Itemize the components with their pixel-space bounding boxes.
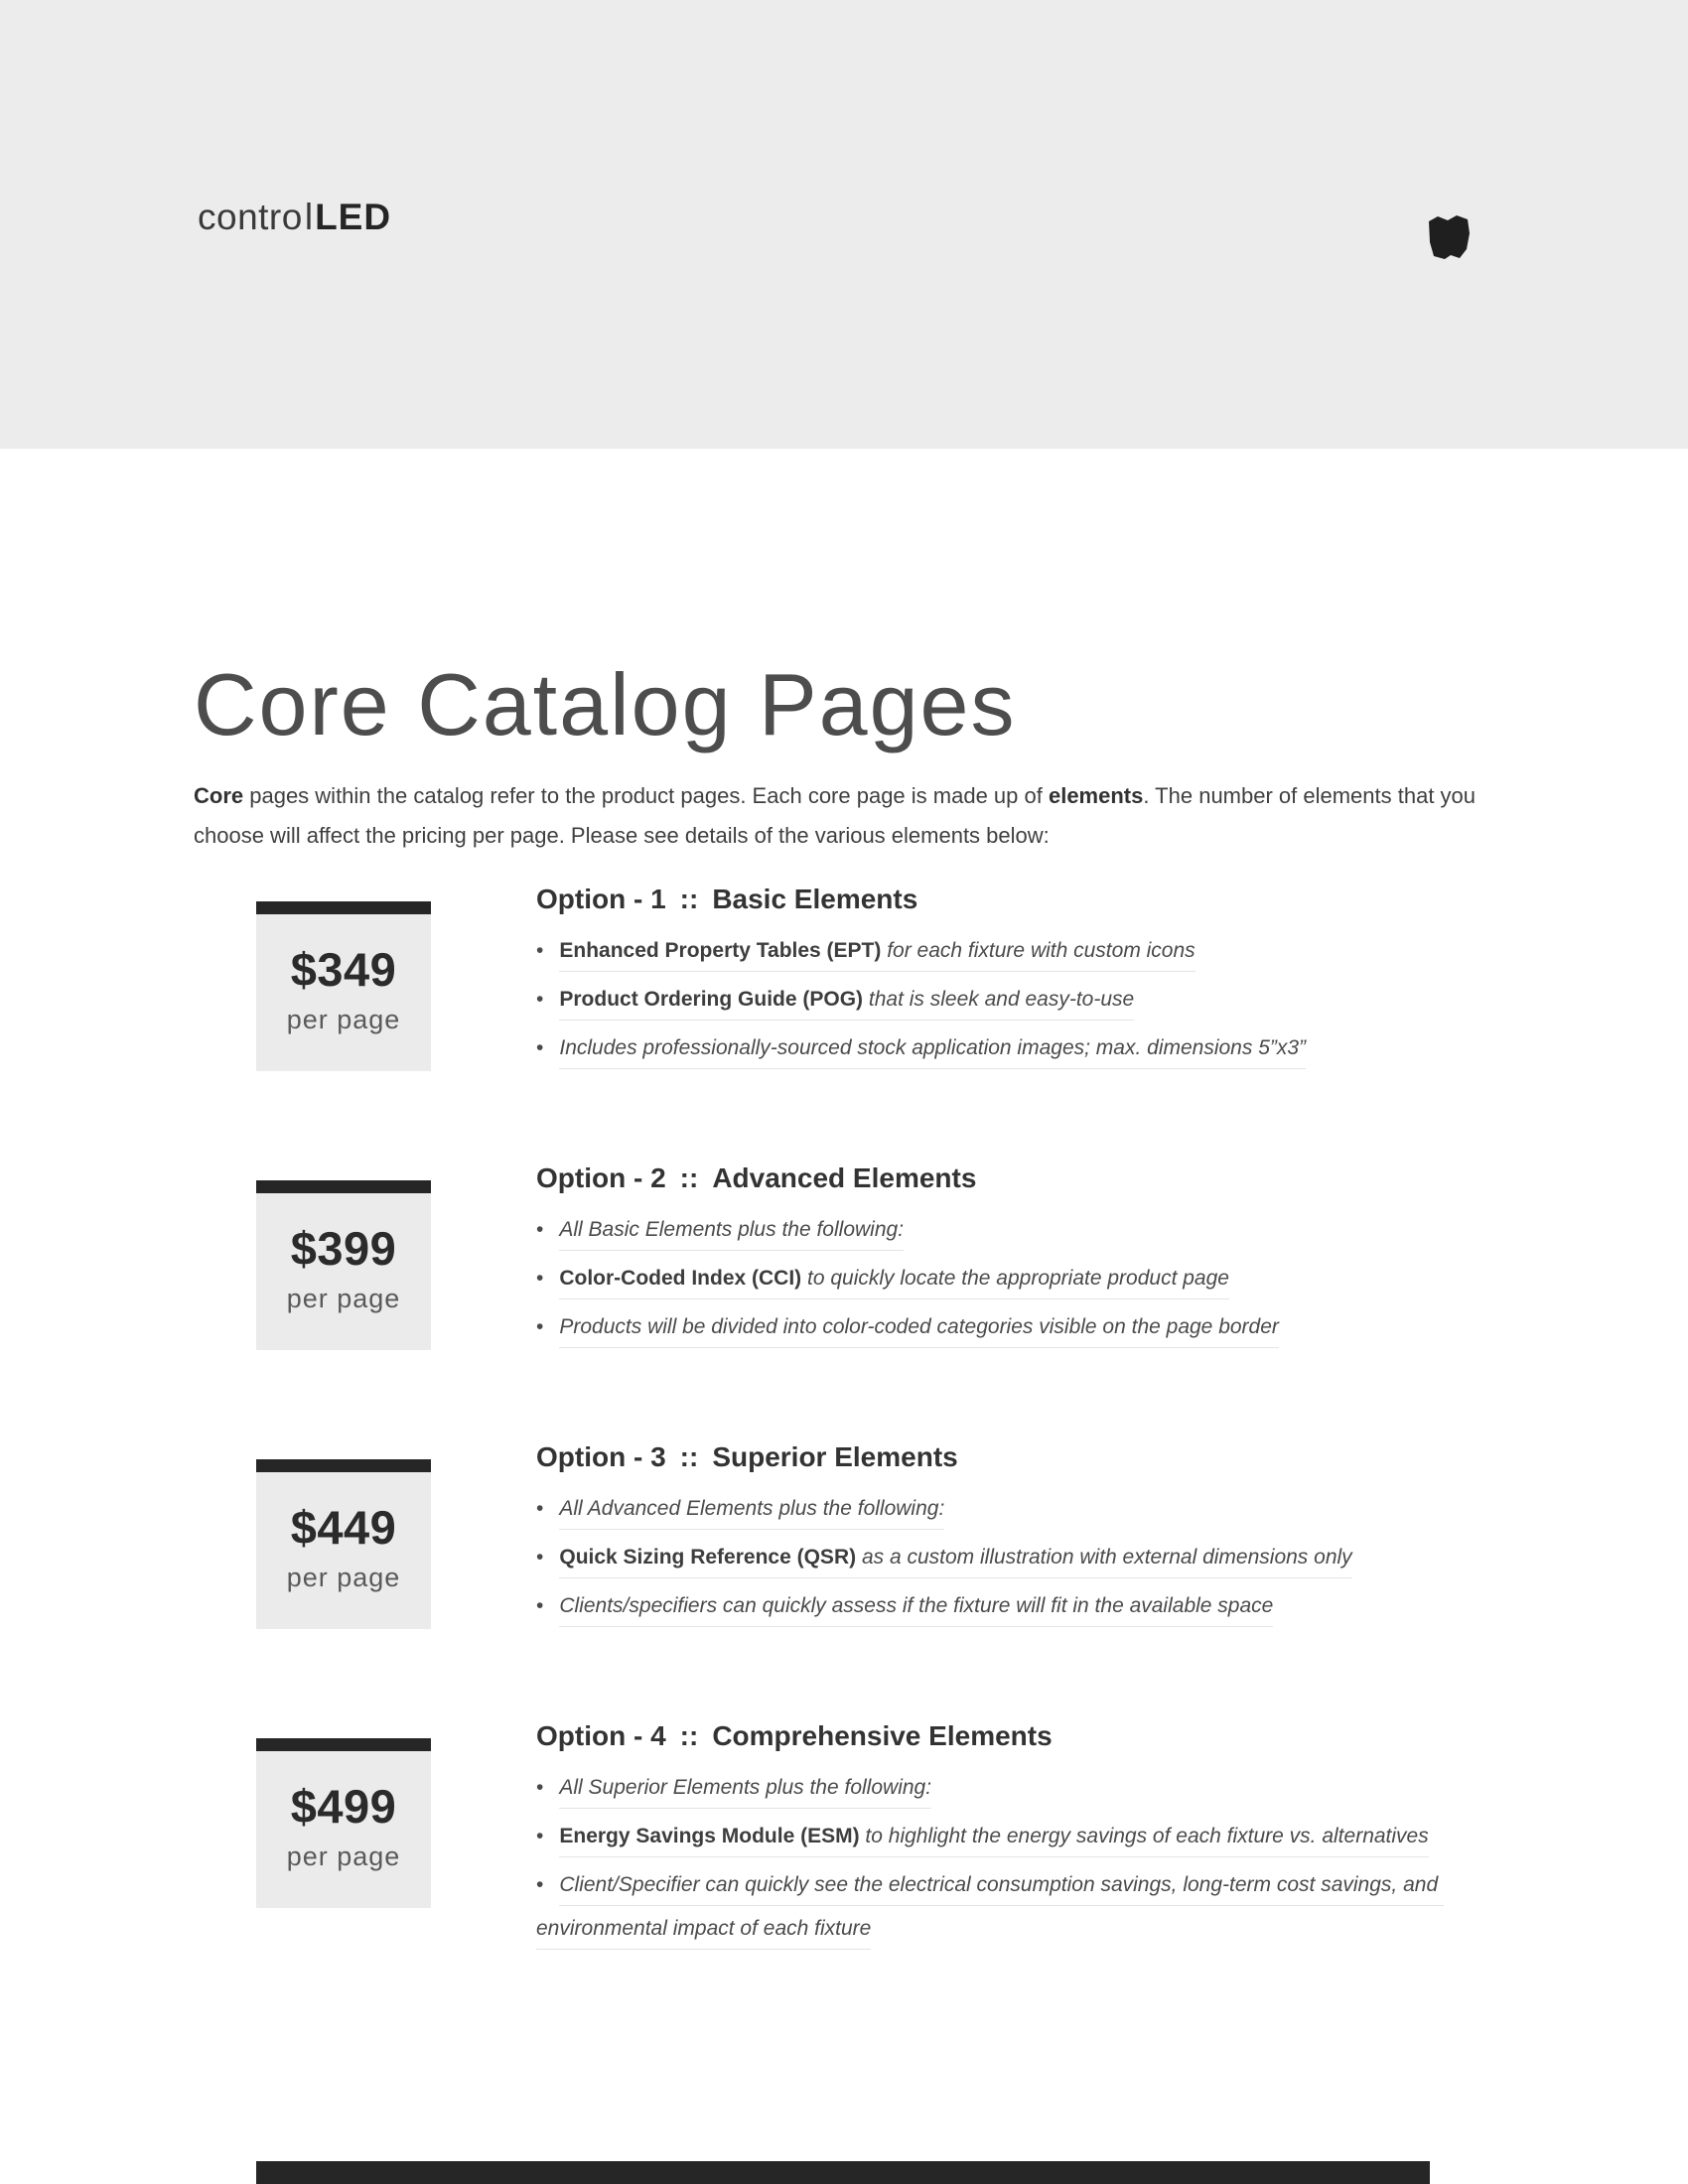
option-heading [536, 1441, 1479, 1473]
intro-bold-elements: elements [1048, 783, 1144, 808]
bullet-item [536, 1305, 1479, 1349]
price-unit: per page [286, 1563, 401, 1592]
option-label: Option - 3 [536, 1441, 666, 1472]
option-row-1 [256, 884, 1688, 1075]
price-value: $499 [290, 1780, 397, 1833]
option-row-2 [256, 1162, 1688, 1354]
bullet-italic: as a custom illustration with external dimensions only [856, 1546, 1352, 1569]
bullet-icon: • [536, 1218, 544, 1241]
bullet-item [536, 929, 1479, 973]
option-content-4 [536, 1720, 1479, 1956]
bullet-icon: • [536, 1546, 544, 1569]
bullet-text [536, 1873, 1444, 1950]
bullet-icon: • [536, 988, 544, 1011]
option-name: Basic Elements [712, 884, 918, 914]
bullet-text [559, 1497, 944, 1530]
ink-stamp-icon [1426, 213, 1472, 263]
bullet-text [559, 939, 1195, 972]
price-box-body [256, 1472, 431, 1629]
bullet-italic: All Superior Elements plus the following: [559, 1776, 932, 1799]
bullet-icon: • [536, 1873, 544, 1896]
price-box-top-bar [256, 1180, 431, 1193]
option-name: Advanced Elements [712, 1162, 977, 1193]
bullet-italic: that is sleek and easy-to-use [863, 988, 1135, 1011]
price-box-2 [256, 1180, 431, 1350]
bullet-italic: Products will be divided into color-coded categories visible on the page border [559, 1315, 1279, 1338]
price-unit: per page [286, 1284, 401, 1313]
option-row-3 [256, 1441, 1688, 1633]
bullet-italic: All Basic Elements plus the following: [559, 1218, 905, 1241]
bullet-bold: Energy Savings Module (ESM) [559, 1825, 860, 1847]
options-list [0, 884, 1688, 1956]
price-unit: per page [286, 1842, 401, 1871]
bullet-text [559, 1825, 1428, 1857]
next-section-header-bar [256, 2161, 1430, 2184]
logo-text-bold: LED [315, 197, 392, 237]
main-content [0, 449, 1688, 2043]
bullet-icon: • [536, 1036, 544, 1059]
logo-divider-letter: l [304, 197, 314, 237]
price-box-4 [256, 1738, 431, 1908]
bullet-item [536, 1863, 1479, 1951]
bullet-item [536, 1815, 1479, 1858]
option-heading [536, 884, 1479, 915]
price-value: $399 [290, 1222, 397, 1275]
bullet-item [536, 1766, 1479, 1810]
intro-bold-core: Core [194, 783, 244, 808]
bullet-italic: to quickly locate the appropriate product page [801, 1267, 1229, 1290]
option-content-1 [536, 884, 1479, 1075]
bullet-item [536, 1208, 1479, 1252]
bullet-text [559, 1546, 1351, 1578]
bullet-item [536, 1584, 1479, 1628]
bullet-item [536, 1487, 1479, 1531]
bullet-text [559, 1315, 1279, 1348]
intro-paragraph [194, 776, 1484, 856]
price-unit: per page [286, 1005, 401, 1034]
brand-logo [198, 197, 391, 238]
option-separator: :: [679, 1441, 699, 1472]
option-heading [536, 1162, 1479, 1194]
bullet-bold: Color-Coded Index (CCI) [559, 1267, 802, 1290]
bullet-italic: Includes professionally-sourced stock application images; max. dimensions 5”x3” [559, 1036, 1307, 1059]
bullet-icon: • [536, 1315, 544, 1338]
bullet-italic: Clients/specifiers can quickly assess if the fixture will fit in the available space [559, 1594, 1274, 1617]
price-box-top-bar [256, 901, 431, 914]
bullet-italic: Client/Specifier can quickly see the electrical consumption savings, long-term cost savings, and environmental impact of each fixture [536, 1873, 1444, 1940]
option-name: Superior Elements [712, 1441, 958, 1472]
bullet-text [559, 1267, 1229, 1299]
option-name: Comprehensive Elements [712, 1720, 1053, 1751]
bullet-italic: to highlight the energy savings of each fixture vs. alternatives [859, 1825, 1429, 1847]
bullet-bold: Product Ordering Guide (POG) [559, 988, 864, 1011]
bullet-item [536, 1536, 1479, 1579]
bullet-text [559, 1776, 931, 1809]
option-separator: :: [679, 1162, 699, 1193]
bullet-bold: Enhanced Property Tables (EPT) [559, 939, 882, 962]
bullet-icon: • [536, 1825, 544, 1847]
option-separator: :: [679, 884, 699, 914]
intro-text-1: pages within the catalog refer to the product pages. Each core page is made up of [243, 783, 1049, 808]
bullet-item [536, 1257, 1479, 1300]
bullet-italic: for each fixture with custom icons [881, 939, 1196, 962]
option-heading [536, 1720, 1479, 1752]
intro-text-2: . The number of elements that you choose will affect the pricing per page. Please see details of the various elements below: [194, 783, 1482, 848]
option-separator: :: [679, 1720, 699, 1751]
bullet-text [559, 1036, 1306, 1069]
price-box-1 [256, 901, 431, 1071]
price-box-body [256, 1193, 431, 1350]
price-value: $449 [290, 1501, 397, 1554]
bullet-icon: • [536, 1267, 544, 1290]
bullet-item [536, 1026, 1479, 1070]
price-value: $349 [290, 943, 397, 996]
bullet-icon: • [536, 1776, 544, 1799]
option-content-3 [536, 1441, 1479, 1633]
option-label: Option - 1 [536, 884, 666, 914]
option-label: Option - 4 [536, 1720, 666, 1751]
bullet-text [559, 1594, 1273, 1627]
page-title: Core Catalog Pages [194, 655, 1017, 753]
price-box-body [256, 914, 431, 1071]
bullet-icon: • [536, 939, 544, 962]
bullet-italic: All Advanced Elements plus the following: [559, 1497, 945, 1520]
bullet-bold: Quick Sizing Reference (QSR) [559, 1546, 857, 1569]
option-row-4 [256, 1720, 1688, 1956]
price-box-top-bar [256, 1738, 431, 1751]
header-band [0, 0, 1688, 449]
bullet-icon: • [536, 1594, 544, 1617]
logo-text-light: contro [198, 197, 303, 237]
option-label: Option - 2 [536, 1162, 666, 1193]
bullet-icon: • [536, 1497, 544, 1520]
bullet-item [536, 978, 1479, 1022]
price-box-top-bar [256, 1459, 431, 1472]
price-box-body [256, 1751, 431, 1908]
bullet-text [559, 1218, 904, 1251]
price-box-3 [256, 1459, 431, 1629]
option-content-2 [536, 1162, 1479, 1354]
bullet-text [559, 988, 1134, 1021]
